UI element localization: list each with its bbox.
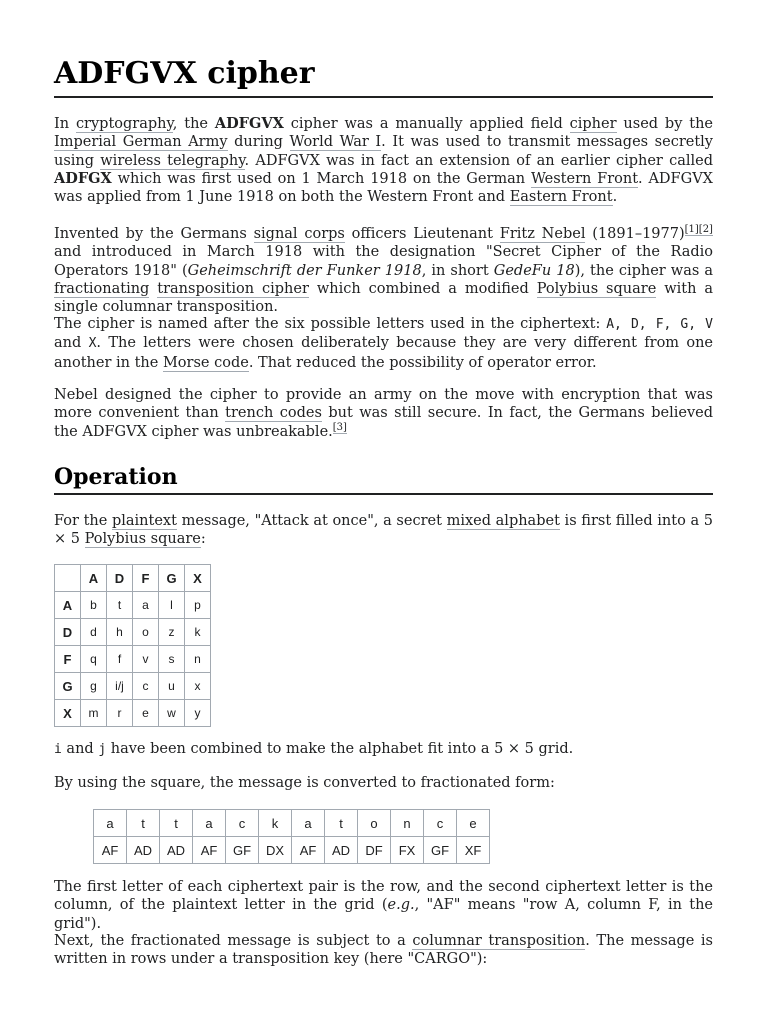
table-cell: o [133, 619, 159, 646]
table-cell: y [185, 700, 211, 727]
column-header: D [107, 565, 133, 592]
table-cell: l [159, 592, 185, 619]
table-cell: n [185, 646, 211, 673]
link-eastern-front[interactable]: Eastern Front [509, 189, 613, 206]
table-cell: m [81, 700, 107, 727]
ciphertext-cell: GF [226, 837, 259, 864]
plaintext-cell: a [193, 810, 226, 837]
column-header: F [133, 565, 159, 592]
link-western-front[interactable]: Western Front [530, 170, 639, 187]
ciphertext-cell: DX [259, 837, 292, 864]
table-row [55, 700, 211, 727]
link-columnar-transposition[interactable]: columnar transposition [412, 933, 586, 949]
row-header: D [55, 619, 81, 646]
link-cryptography[interactable]: cryptography [75, 116, 173, 132]
corner-cell [55, 565, 81, 592]
table-cell: h [107, 619, 133, 646]
page-title: ADFGVX cipher [54, 56, 713, 98]
table-cell: v [133, 646, 159, 673]
link-morse-code[interactable]: Morse code [162, 354, 249, 371]
table-cell: a [133, 592, 159, 619]
link-world-war-i[interactable]: World War I [289, 134, 382, 151]
link-cipher[interactable]: cipher [569, 116, 617, 132]
table-header-row [55, 565, 211, 592]
ciphertext-cell: AD [127, 837, 160, 864]
table-cell: g [81, 673, 107, 700]
table-row [55, 673, 211, 700]
column-header: G [159, 565, 185, 592]
table-cell: d [81, 619, 107, 646]
link-transposition-cipher[interactable]: transposition cipher [157, 280, 309, 297]
link-mixed-alphabet[interactable]: mixed alphabet [446, 513, 560, 529]
table-cell: e [133, 700, 159, 727]
ciphertext-cell: AD [160, 837, 193, 864]
link-trench-codes[interactable]: trench codes [225, 405, 322, 422]
ciphertext-cell: AD [325, 837, 358, 864]
table-row [55, 619, 211, 646]
table-row [55, 592, 211, 619]
plaintext-cell: c [424, 810, 457, 837]
link-fritz-nebel[interactable]: Fritz Nebel [499, 226, 586, 242]
ciphertext-cell: FX [391, 837, 424, 864]
plaintext-cell: t [160, 810, 193, 837]
column-header: X [185, 565, 211, 592]
table-row [55, 646, 211, 673]
plaintext-cell: o [358, 810, 391, 837]
table-cell: f [107, 646, 133, 673]
table-cell: c [133, 673, 159, 700]
link-plaintext[interactable]: plaintext [111, 513, 177, 529]
table-cell: b [81, 592, 107, 619]
table-cell: p [185, 592, 211, 619]
plaintext-cell: c [226, 810, 259, 837]
link-imperial-german-army[interactable]: Imperial German Army [54, 134, 228, 151]
intro-paragraph: In cryptography, the ADFGVX cipher was a manually applied field cipher used by the Imperial German Army during World War I. It was used to transmit messages secretly using wireless telegraphy. ADFGVX was in fact an extension of an earlier cipher called ADFGX which was first used on 1 March 1918 on the German Western Front. ADFGVX was applied from 1 June 1918 on both the Western Front and Eastern Front. [54, 115, 713, 206]
row-header: G [55, 673, 81, 700]
plaintext-cell: n [391, 810, 424, 837]
ciphertext-row [94, 837, 490, 864]
plaintext-cell: e [457, 810, 490, 837]
table-cell: z [159, 619, 185, 646]
fractionated-table [93, 809, 490, 864]
table-cell: i/j [107, 673, 133, 700]
ciphertext-cell: GF [424, 837, 457, 864]
link-signal-corps[interactable]: signal corps [253, 226, 345, 242]
link-wireless-telegraphy[interactable]: wireless telegraphy [100, 152, 245, 169]
reference-3[interactable]: [3] [332, 421, 347, 433]
reference-1[interactable]: [1] [684, 224, 699, 236]
nebel-paragraph: Nebel designed the cipher to provide an army on the move with encryption that was more convenient than trench codes but was still secure. In fact, the Germans believed the ADFGVX cipher was unbreakable.[3] [54, 387, 714, 440]
by-square-paragraph: By using the square, the message is converted to fractionated form: [54, 775, 555, 791]
first-letter-paragraph: The first letter of each ciphertext pair is the row, and the second ciphertext letter is the column, of the plaintext letter in the grid (e.g., "AF" means "row A, column F, in the grid"). [54, 879, 714, 932]
link-polybius-square[interactable]: Polybius square [536, 280, 657, 297]
ciphertext-cell: AF [193, 837, 226, 864]
row-header: X [55, 700, 81, 727]
table-cell: q [81, 646, 107, 673]
table-cell: t [107, 592, 133, 619]
operation-intro-paragraph: For the plaintext message, "Attack at once", a secret mixed alphabet is first filled into a 5 × 5 Polybius square: [54, 513, 713, 548]
plaintext-cell: t [127, 810, 160, 837]
plaintext-cell: k [259, 810, 292, 837]
link-polybius-square-2[interactable]: Polybius square [84, 531, 201, 548]
column-header: A [81, 565, 107, 592]
ciphertext-cell: DF [358, 837, 391, 864]
polybius-square-table [54, 564, 211, 727]
next-paragraph: Next, the fractionated message is subject to a columnar transposition. The message is written in rows under a transposition key (here "CARGO"): [54, 933, 713, 968]
ij-paragraph: i and j have been combined to make the alphabet fit into a 5 × 5 grid. [54, 741, 574, 757]
named-paragraph: The cipher is named after the six possible letters used in the ciphertext: A, D, F, G, V and X. The letters were chosen deliberately because they are very different from one another in the Morse code. That reduced the possibility of operator error. [54, 316, 714, 371]
table-cell: r [107, 700, 133, 727]
plaintext-cell: a [94, 810, 127, 837]
plaintext-cell: t [325, 810, 358, 837]
table-cell: x [185, 673, 211, 700]
table-cell: w [159, 700, 185, 727]
table-cell: k [185, 619, 211, 646]
row-header: F [55, 646, 81, 673]
reference-2[interactable]: [2] [698, 224, 713, 236]
table-cell: s [159, 646, 185, 673]
section-heading-operation: Operation [54, 463, 713, 495]
invented-paragraph: Invented by the Germans signal corps officers Lieutenant Fritz Nebel (1891–1977)[1][2] and introduced in March 1918 with the designation "Secret Cipher of the Radio Operators 1918" (Geheimschrift der Funker 1918, in short GedeFu 18), the cipher was a fractionating transposition cipher which combined a modified Polybius square with a single columnar transposition. [54, 224, 714, 316]
ciphertext-cell: AF [292, 837, 325, 864]
plaintext-row [94, 810, 490, 837]
link-fractionating[interactable]: fractionating [54, 280, 150, 297]
row-header: A [55, 592, 81, 619]
ciphertext-cell: XF [457, 837, 490, 864]
plaintext-cell: a [292, 810, 325, 837]
table-cell: u [159, 673, 185, 700]
ciphertext-cell: AF [94, 837, 127, 864]
